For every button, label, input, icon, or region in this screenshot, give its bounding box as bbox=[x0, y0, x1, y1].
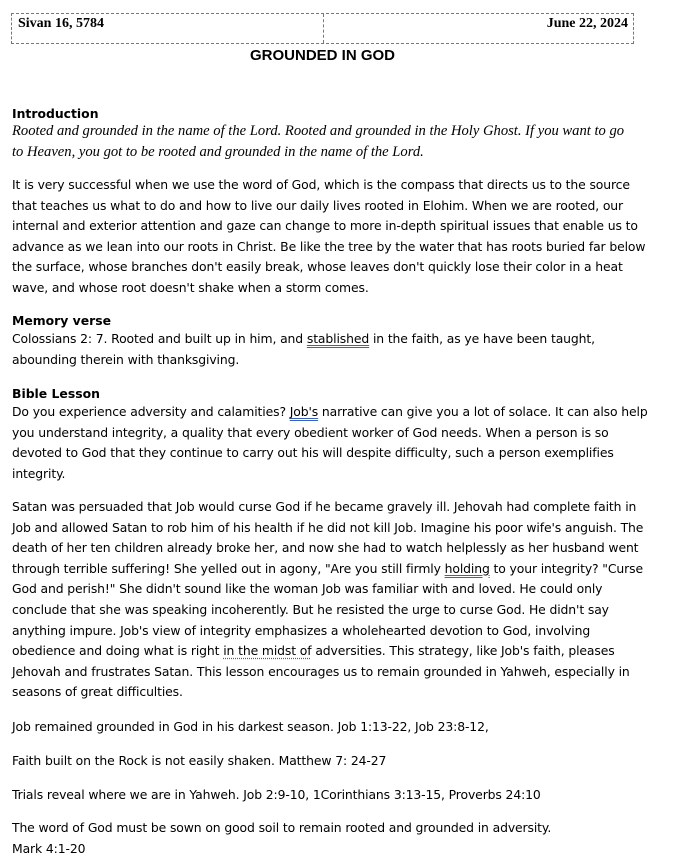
flagged-word[interactable]: Job's bbox=[289, 404, 319, 419]
paragraph-line: internal and exterior attention and gaze can change to more in-depth spiritual issues that enable us to bbox=[12, 218, 638, 234]
lesson-text: narrative can give you a lot of solace. It can also help bbox=[318, 404, 648, 419]
paragraph-line: Job and allowed Satan to rob him of his health if he did not kill Job. Imagine his poor wife's anguish. The bbox=[12, 519, 644, 535]
paragraph-line: conclude that she was speaking incoherently. But he resisted the urge to curse God. He didn't say bbox=[12, 601, 609, 617]
quote-line: Rooted and grounded in the name of the Lord. Rooted and grounded in the Holy Ghost. If you want to go bbox=[12, 123, 625, 139]
flagged-word[interactable]: stablished bbox=[306, 331, 370, 346]
memory-verse-line: abounding therein with thanksgiving. bbox=[12, 351, 240, 367]
lesson-text: adversities. This strategy, like Job's faith, pleases bbox=[311, 643, 615, 659]
paragraph-line: death of her ten children already broke her, and now she had to watch helplessly as her husband went bbox=[12, 540, 639, 556]
verse-text: Colossians 2: 7. Rooted and built up in him, and bbox=[12, 331, 307, 346]
paragraph-line: seasons of great difficulties. bbox=[12, 684, 183, 700]
paragraph-line: Jehovah and frustrates Satan. This lesson encourages us to remain grounded in Yahweh, especially in bbox=[12, 663, 630, 679]
paragraph-line bbox=[12, 402, 648, 423]
gregorian-date: June 22, 2024 bbox=[546, 16, 628, 31]
lesson-text: to your integrity? "Curse bbox=[489, 560, 643, 576]
bible-lesson-paragraph-1 bbox=[12, 402, 648, 484]
paragraph-line: integrity. bbox=[12, 465, 66, 481]
paragraph-line: Satan was persuaded that Job would curse God if he became gravely ill. Jehovah had complete faith in bbox=[12, 499, 637, 514]
flagged-word[interactable]: holding bbox=[444, 560, 490, 576]
point-4: The word of God must be sown on good soil to remain rooted and grounded in adversity. bbox=[12, 820, 552, 835]
paragraph-line: anything impure. Job's view of integrity emphasizes a wholehearted devotion to God, involving bbox=[12, 622, 591, 638]
lesson-text: Do you experience adversity and calamities? bbox=[12, 404, 290, 419]
memory-verse-line bbox=[12, 329, 642, 350]
point-3: Trials reveal where we are in Yahweh. Job 2:9-10, 1Corinthians 3:13-15, Proverbs 24:10 bbox=[12, 787, 541, 802]
lesson-text: through terrible suffering! She yelled out in agony, "Are you still firmly bbox=[12, 560, 445, 576]
quote-line: to Heaven, you got to be rooted and grounded in the name of the Lord. bbox=[12, 143, 424, 160]
paragraph-line bbox=[12, 641, 642, 662]
introduction-heading: Introduction bbox=[12, 106, 99, 121]
introduction-quote bbox=[12, 121, 642, 162]
memory-verse-heading: Memory verse bbox=[12, 313, 112, 328]
point-2: Faith built on the Rock is not easily shaken. Matthew 7: 24-27 bbox=[12, 753, 387, 768]
paragraph-line bbox=[12, 559, 642, 580]
bible-lesson-heading: Bible Lesson bbox=[12, 386, 100, 401]
verse-text: in the faith, as ye have been taught, bbox=[369, 331, 595, 346]
page-title: GROUNDED IN GOD bbox=[249, 47, 395, 64]
lesson-text: obedience and doing what is right bbox=[12, 643, 224, 659]
memory-verse-text bbox=[12, 329, 642, 370]
paragraph-line: that teaches us what to do and how to live our daily lives rooted in Elohim. When we are rooted, our bbox=[12, 197, 623, 213]
paragraph-line: It is very successful when we use the word of God, which is the compass that directs us to the source bbox=[12, 177, 630, 192]
paragraph-line: the surface, whose branches don't easily break, whose leaves don't quickly lose their color in a heat bbox=[12, 259, 623, 275]
paragraph-line: devoted to God that they continue to carry out his will despite difficulty, such a person exemplifies bbox=[12, 445, 614, 461]
paragraph-line: wave, and whose root doesn't shake when a storm comes. bbox=[12, 279, 369, 295]
date-header-table bbox=[11, 13, 634, 44]
point-1: Job remained grounded in God in his darkest season. Job 1:13-22, Job 23:8-12, bbox=[12, 719, 489, 734]
paragraph-line: God and perish!" She didn't sound like the woman Job was familiar with and loved. He could only bbox=[12, 581, 603, 597]
introduction-paragraph bbox=[12, 175, 646, 299]
paragraph-line: advance as we lean into our roots in Christ. Be like the tree by the water that has roots buried far below bbox=[12, 238, 646, 254]
final-reference: Mark 4:1-20 bbox=[12, 841, 86, 856]
flagged-phrase[interactable]: in the midst of bbox=[223, 643, 312, 659]
hebrew-date: Sivan 16, 5784 bbox=[12, 14, 324, 43]
paragraph-line: you understand integrity, a quality that every obedient worker of God needs. When a person is so bbox=[12, 424, 609, 440]
bible-lesson-paragraph-2 bbox=[12, 497, 642, 703]
